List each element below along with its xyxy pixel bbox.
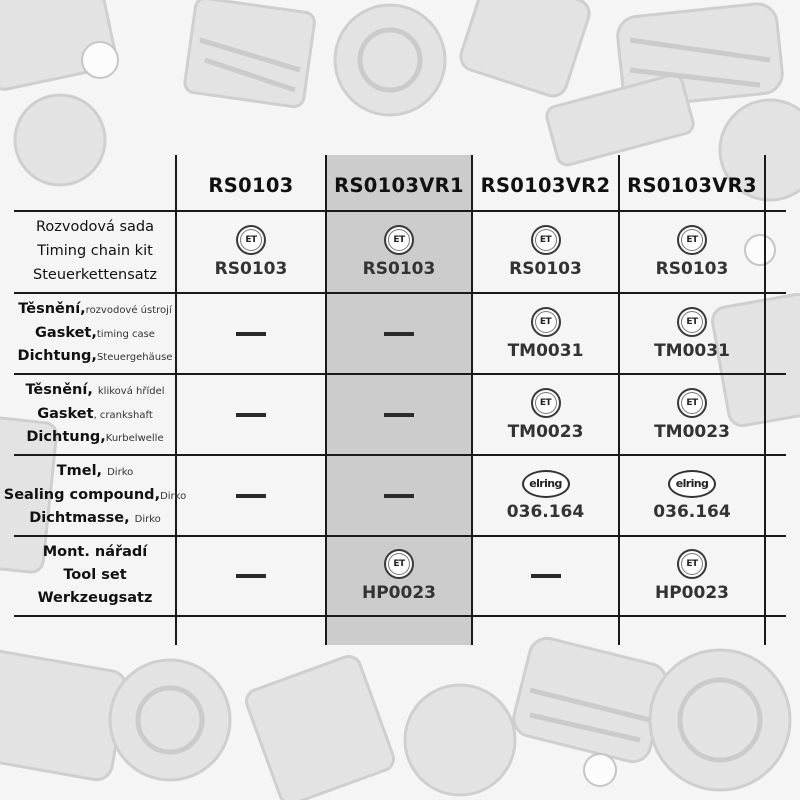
brand-text: ET: [539, 397, 552, 408]
table-cell: [177, 537, 325, 615]
row-label-main: Timing chain kit: [37, 243, 153, 260]
not-included-dash: [384, 413, 414, 417]
et-logo-icon: [531, 307, 561, 337]
row-label-line: [43, 545, 148, 561]
row-label-line: [18, 302, 171, 318]
brand-text: ET: [686, 235, 698, 245]
part-code: TM0031: [507, 340, 584, 361]
et-logo-icon: [384, 225, 414, 255]
row-label-sub: rozvodové ústrojí: [85, 304, 172, 316]
table-cell: [620, 375, 764, 454]
row-label-sub: Dirko: [107, 466, 134, 478]
brand-text: ET: [686, 316, 698, 327]
row-label-main: Steuerkettensatz: [33, 267, 157, 284]
column-header: RS0103VR3: [627, 173, 757, 197]
part-code: RS0103: [655, 259, 729, 279]
table-cell: [327, 537, 471, 615]
et-logo-icon: [531, 225, 561, 255]
row-label-line: [18, 349, 173, 365]
grid-line: [764, 155, 766, 645]
et-logo-icon: [236, 225, 266, 255]
row-label: [3, 460, 187, 531]
not-included-dash: [384, 494, 414, 498]
row-label-main: Dichtmasse,: [29, 510, 135, 527]
table-cell: [327, 212, 471, 292]
table-cell: [620, 456, 764, 535]
brand-text: elring: [529, 477, 562, 490]
row-label-main: Dichtung,: [17, 348, 97, 365]
table-cell: [620, 212, 764, 292]
row-label-main: Tool set: [63, 567, 127, 584]
table-cell: [620, 294, 764, 373]
brand-text: ET: [686, 559, 698, 569]
part-code: TM0031: [654, 340, 730, 361]
table-cell: [620, 537, 764, 615]
table-cell: [473, 456, 618, 535]
row-label-line: [37, 244, 153, 260]
row-label: [14, 298, 176, 369]
row-label-main: Werkzeugsatz: [37, 590, 153, 607]
brand-text: ET: [393, 559, 405, 569]
row-label-sub: Kurbelwelle: [105, 433, 164, 445]
not-included-dash: [236, 413, 266, 417]
elring-logo-icon: [668, 470, 716, 498]
table-cell: [177, 212, 325, 292]
brand-text: ET: [539, 316, 552, 327]
row-label-line: [63, 568, 126, 584]
brand-text: ET: [686, 397, 698, 408]
row-label-main: Mont. nářadí: [42, 543, 148, 560]
part-code: RS0103: [362, 259, 436, 279]
not-included-dash: [384, 332, 414, 336]
table-cell: [473, 212, 618, 292]
row-label-line: [36, 220, 154, 236]
table-cell: [177, 456, 325, 535]
et-logo-icon: [531, 388, 561, 418]
part-code: RS0103: [214, 259, 288, 279]
row-label: [14, 216, 176, 288]
row-label-sub: timing case: [96, 328, 155, 340]
part-code: HP0023: [361, 583, 436, 603]
part-code: 036.164: [653, 501, 731, 522]
part-code: TM0023: [654, 421, 730, 442]
row-label-sub: , crankshaft: [93, 409, 153, 421]
row-label-sub: kliková hřídel: [97, 385, 165, 397]
row-label-line: [4, 488, 186, 504]
row-label-main: Těsnění,: [18, 300, 86, 317]
column-header: RS0103: [208, 173, 294, 197]
brand-text: ET: [393, 235, 405, 245]
table-cell: [327, 294, 471, 373]
row-label-line: [26, 430, 163, 446]
row-label-main: Tmel,: [56, 462, 108, 479]
elring-logo-icon: [522, 470, 570, 498]
row-label-line: [33, 268, 157, 284]
brand-text: ET: [245, 235, 257, 245]
row-label: [14, 379, 176, 450]
part-code: 036.164: [506, 501, 585, 522]
brand-text: ET: [539, 235, 552, 245]
table-cell: [177, 294, 325, 373]
row-label-line: [25, 383, 164, 399]
part-code: RS0103: [509, 259, 582, 279]
brand-text: elring: [675, 477, 709, 490]
not-included-dash: [236, 332, 266, 336]
table-cell: [473, 537, 618, 615]
not-included-dash: [236, 494, 266, 498]
row-label-sub: Dirko: [160, 490, 187, 502]
et-logo-icon: [677, 388, 707, 418]
et-logo-icon: [677, 549, 707, 579]
table-cell: [177, 375, 325, 454]
et-logo-icon: [677, 225, 707, 255]
table-cell: [473, 375, 618, 454]
not-included-dash: [531, 574, 561, 578]
row-label-line: [29, 511, 161, 527]
row-label-line: [35, 326, 155, 342]
et-logo-icon: [677, 307, 707, 337]
row-label-sub: Steuergehäuse: [96, 352, 173, 364]
part-code: HP0023: [654, 583, 729, 603]
table-cell: [327, 375, 471, 454]
row-label-main: Gasket,: [35, 324, 97, 341]
column-header: RS0103VR1: [334, 173, 464, 197]
grid-line: [14, 615, 786, 617]
row-label-line: [57, 464, 134, 480]
et-logo-icon: [384, 549, 414, 579]
row-label: [14, 541, 176, 611]
row-label-line: [38, 591, 153, 607]
row-label-sub: Dirko: [134, 514, 161, 526]
row-label-main: Sealing compound,: [3, 486, 161, 503]
table-cell: [327, 456, 471, 535]
row-label-line: [37, 407, 153, 423]
row-label-main: Těsnění,: [25, 381, 98, 398]
not-included-dash: [236, 574, 266, 578]
row-label-main: Dichtung,: [26, 429, 106, 446]
row-label-main: Gasket: [37, 405, 94, 422]
table-cell: [473, 294, 618, 373]
part-code: TM0023: [507, 421, 584, 442]
row-label-main: Rozvodová sada: [35, 219, 155, 236]
column-header: RS0103VR2: [480, 173, 611, 197]
